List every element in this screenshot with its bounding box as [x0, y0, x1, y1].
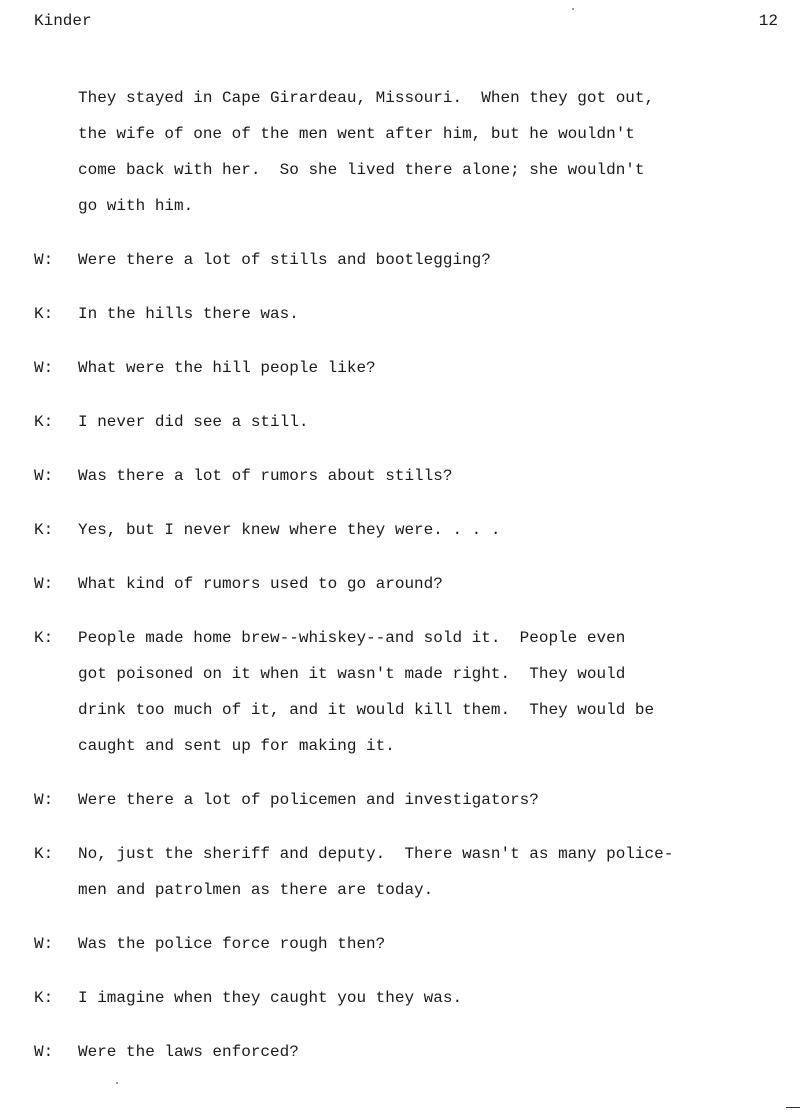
speaker-label: W: — [34, 467, 54, 485]
scan-speck — [572, 8, 574, 10]
speaker-label: W: — [34, 575, 54, 593]
transcript-block — [34, 350, 774, 386]
speaker-label: W: — [34, 935, 54, 953]
speaker-label: K: — [34, 305, 54, 323]
transcript-text: Were the laws enforced? — [78, 1043, 299, 1061]
speaker-label: K: — [34, 521, 54, 539]
transcript-block — [34, 620, 774, 764]
transcript-text: What were the hill people like? — [78, 359, 376, 377]
transcript-text: What kind of rumors used to go around? — [78, 575, 443, 593]
transcript-text: Yes, but I never knew where they were. . . . — [78, 521, 501, 539]
transcript-block — [34, 566, 774, 602]
header-name: Kinder — [34, 12, 92, 30]
transcript-block — [34, 80, 774, 224]
transcript-block — [34, 782, 774, 818]
speaker-label: K: — [34, 845, 54, 863]
transcript-text: People made home brew--whiskey--and sold it. People even got poisoned on it when it wasn't made right. They would drink too much of it, and it would kill them. They would be caught and sent up for making it. — [78, 629, 655, 755]
transcript-body — [34, 80, 774, 1088]
transcript-text: I never did see a still. — [78, 413, 309, 431]
transcript-block — [34, 512, 774, 548]
transcript-block — [34, 296, 774, 332]
speaker-label: K: — [34, 629, 54, 647]
speaker-label: W: — [34, 251, 54, 269]
transcript-text: Were there a lot of policemen and investigators? — [78, 791, 539, 809]
transcript-text: No, just the sheriff and deputy. There wasn't as many police- men and patrolmen as there are today. — [78, 845, 674, 899]
transcript-block — [34, 926, 774, 962]
transcript-block — [34, 404, 774, 440]
transcript-text: I imagine when they caught you they was. — [78, 989, 463, 1007]
transcript-text: In the hills there was. — [78, 305, 299, 323]
transcript-text: Was the police force rough then? — [78, 935, 386, 953]
transcript-block — [34, 980, 774, 1016]
transcript-text: They stayed in Cape Girardeau, Missouri. When they got out, the wife of one of the men went after him, but he wouldn't come back with her. So she lived there alone; she wouldn't go with him. — [78, 89, 655, 215]
transcript-text: Was there a lot of rumors about stills? — [78, 467, 453, 485]
transcript-block — [34, 458, 774, 494]
transcript-block — [34, 242, 774, 278]
speaker-label: W: — [34, 791, 54, 809]
speaker-label: W: — [34, 1043, 54, 1061]
page-number: 12 — [758, 12, 778, 30]
page-header — [34, 12, 778, 34]
speaker-label: K: — [34, 989, 54, 1007]
edge-mark — [786, 1107, 800, 1108]
scan-speck — [116, 1082, 118, 1084]
transcript-text: Were there a lot of stills and bootlegging? — [78, 251, 491, 269]
transcript-block — [34, 1034, 774, 1070]
transcript-block — [34, 836, 774, 908]
speaker-label: K: — [34, 413, 54, 431]
speaker-label: W: — [34, 359, 54, 377]
